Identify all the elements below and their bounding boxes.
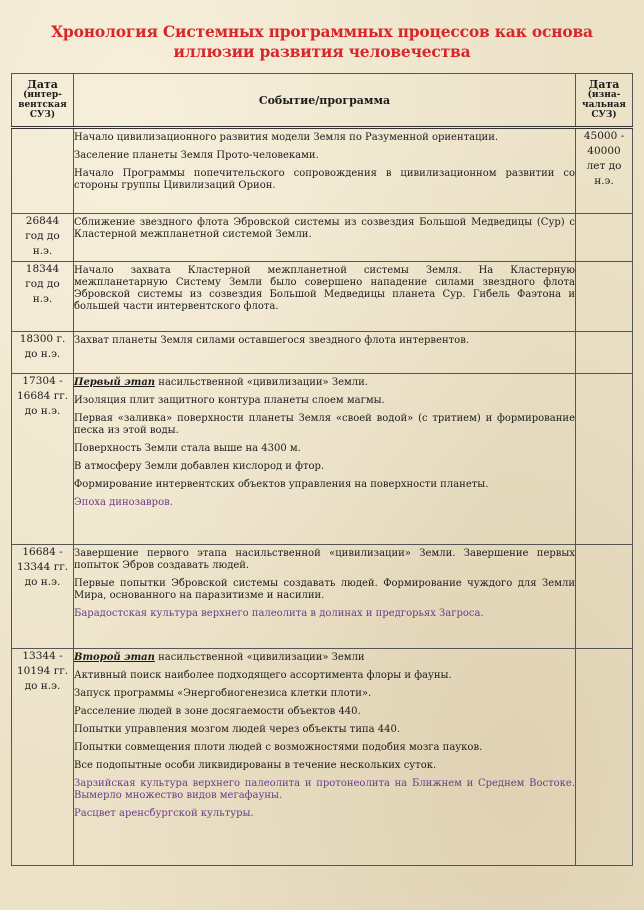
- stage-heading: Второй этап насильственной «цивилизации» Земли: [74, 651, 365, 663]
- event-text: Первая «заливка» поверхности планеты Земля «своей водой» (с тритием) и формирование песка из этой воды.: [74, 412, 575, 436]
- event-text: Попытки управления мозгом людей через объекты типа 440.: [74, 723, 401, 735]
- row-events: [74, 128, 576, 214]
- row-date: [12, 128, 74, 214]
- table-row: [12, 261, 633, 331]
- event-text: Начало захвата Кластерной межпланетной системы Земля. На Кластерную межпланетарную Систему Земли было совершено нападение силами звездного флота Эбровской системы из созвездия Большой Медведицы планета Сур. Гибель Фаэтона и большей части интервентского флота.: [74, 264, 575, 312]
- event-text: Поверхность Земли стала выше на 4300 м.: [74, 442, 301, 454]
- row-date-original: 45000 - 40000 лет до н.э.: [576, 128, 633, 214]
- era-note: Эпоха динозавров.: [74, 496, 173, 508]
- page-title: [0, 22, 644, 62]
- chronology-table: [11, 73, 633, 866]
- event-text: Захват планеты Земля силами оставшегося звездного флота интервентов.: [74, 334, 470, 346]
- table-header-row: [12, 74, 633, 128]
- row-date: 18300 г. до н.э.: [12, 331, 74, 373]
- table-row: [12, 214, 633, 261]
- event-text: Завершение первого этапа насильственной «цивилизации» Земли. Завершение первых попыток Эбров создавать людей.: [74, 547, 575, 571]
- row-date-original: [576, 648, 633, 865]
- table-row: [12, 648, 633, 865]
- header-date-intervention: Дата (интер- вентская СУЗ): [12, 74, 74, 128]
- event-text: Сближение звездного флота Эбровской системы из созвездия Большой Медведицы (Сур) с Кластерной межпланетной системой Земли.: [74, 217, 575, 241]
- event-text: Все подопытные особи ликвидированы в течение нескольких суток.: [74, 759, 437, 771]
- row-date: 13344 - 10194 гг. до н.э.: [12, 648, 74, 865]
- event-text: Активный поиск наиболее подходящего ассортимента флоры и фауны.: [74, 669, 452, 681]
- row-events: [74, 373, 576, 544]
- era-note: Расцвет аренсбургской культуры.: [74, 807, 254, 819]
- row-date-original: [576, 373, 633, 544]
- row-date: 17304 - 16684 гг. до н.э.: [12, 373, 74, 544]
- event-text: Расселение людей в зоне досягаемости объектов 440.: [74, 705, 361, 717]
- stage-label: Первый этап: [74, 376, 156, 388]
- table-row: [12, 331, 633, 373]
- row-date-original: [576, 331, 633, 373]
- table-row: [12, 373, 633, 544]
- row-events: [74, 544, 576, 648]
- event-text: Запуск программы «Энергобиогенезиса клетки плоти».: [74, 687, 372, 699]
- row-date-original: [576, 261, 633, 331]
- header-date-original: Дата (изна- чальная СУЗ): [576, 74, 633, 128]
- table-row: [12, 544, 633, 648]
- row-events: [74, 214, 576, 261]
- table-row: [12, 128, 633, 214]
- event-text: Начало Программы попечительского сопровождения в цивилизационном развитии со стороны группы Цивилизаций Орион.: [74, 168, 575, 191]
- era-note: Зарзийская культура верхнего палеолита и протонеолита на Ближнем и Среднем Востоке. Вымерло множество видов мегафауны.: [74, 777, 575, 801]
- event-text: Формирование интервентских объектов управления на поверхности планеты.: [74, 478, 489, 490]
- event-text: Изоляция плит защитного контура планеты слоем магмы.: [74, 394, 385, 406]
- title-line-1: Хронология Системных программных процессов как основа: [51, 22, 593, 41]
- row-date: 18344 год до н.э.: [12, 261, 74, 331]
- row-date-original: [576, 544, 633, 648]
- header-event: Событие/программа: [74, 74, 576, 128]
- event-text: Первые попытки Эбровской системы создавать людей. Формирование чуждого для Земли Мира, основанного на паразитизме и насилии.: [74, 577, 575, 601]
- row-date-original: [576, 214, 633, 261]
- row-date: 16684 - 13344 гг. до н.э.: [12, 544, 74, 648]
- title-line-2: иллюзии развития человечества: [173, 42, 471, 61]
- stage-heading: Первый этап насильственной «цивилизации» Земли.: [74, 376, 368, 388]
- stage-label: Второй этап: [74, 651, 155, 663]
- event-text: Заселение планеты Земля Прото-человеками.: [74, 150, 319, 161]
- row-events: [74, 261, 576, 331]
- row-events: [74, 331, 576, 373]
- event-text: В атмосферу Земли добавлен кислород и фтор.: [74, 460, 325, 472]
- event-text: Попытки совмещения плоти людей с возможностями подобия мозга пауков.: [74, 741, 483, 753]
- row-events: [74, 648, 576, 865]
- era-note: Барадостская культура верхнего палеолита в долинах и предгорьях Загроса.: [74, 607, 484, 619]
- row-date: 26844 год до н.э.: [12, 214, 74, 261]
- event-text: Начало цивилизационного развития модели Земля по Разуменной ориентации.: [74, 132, 499, 143]
